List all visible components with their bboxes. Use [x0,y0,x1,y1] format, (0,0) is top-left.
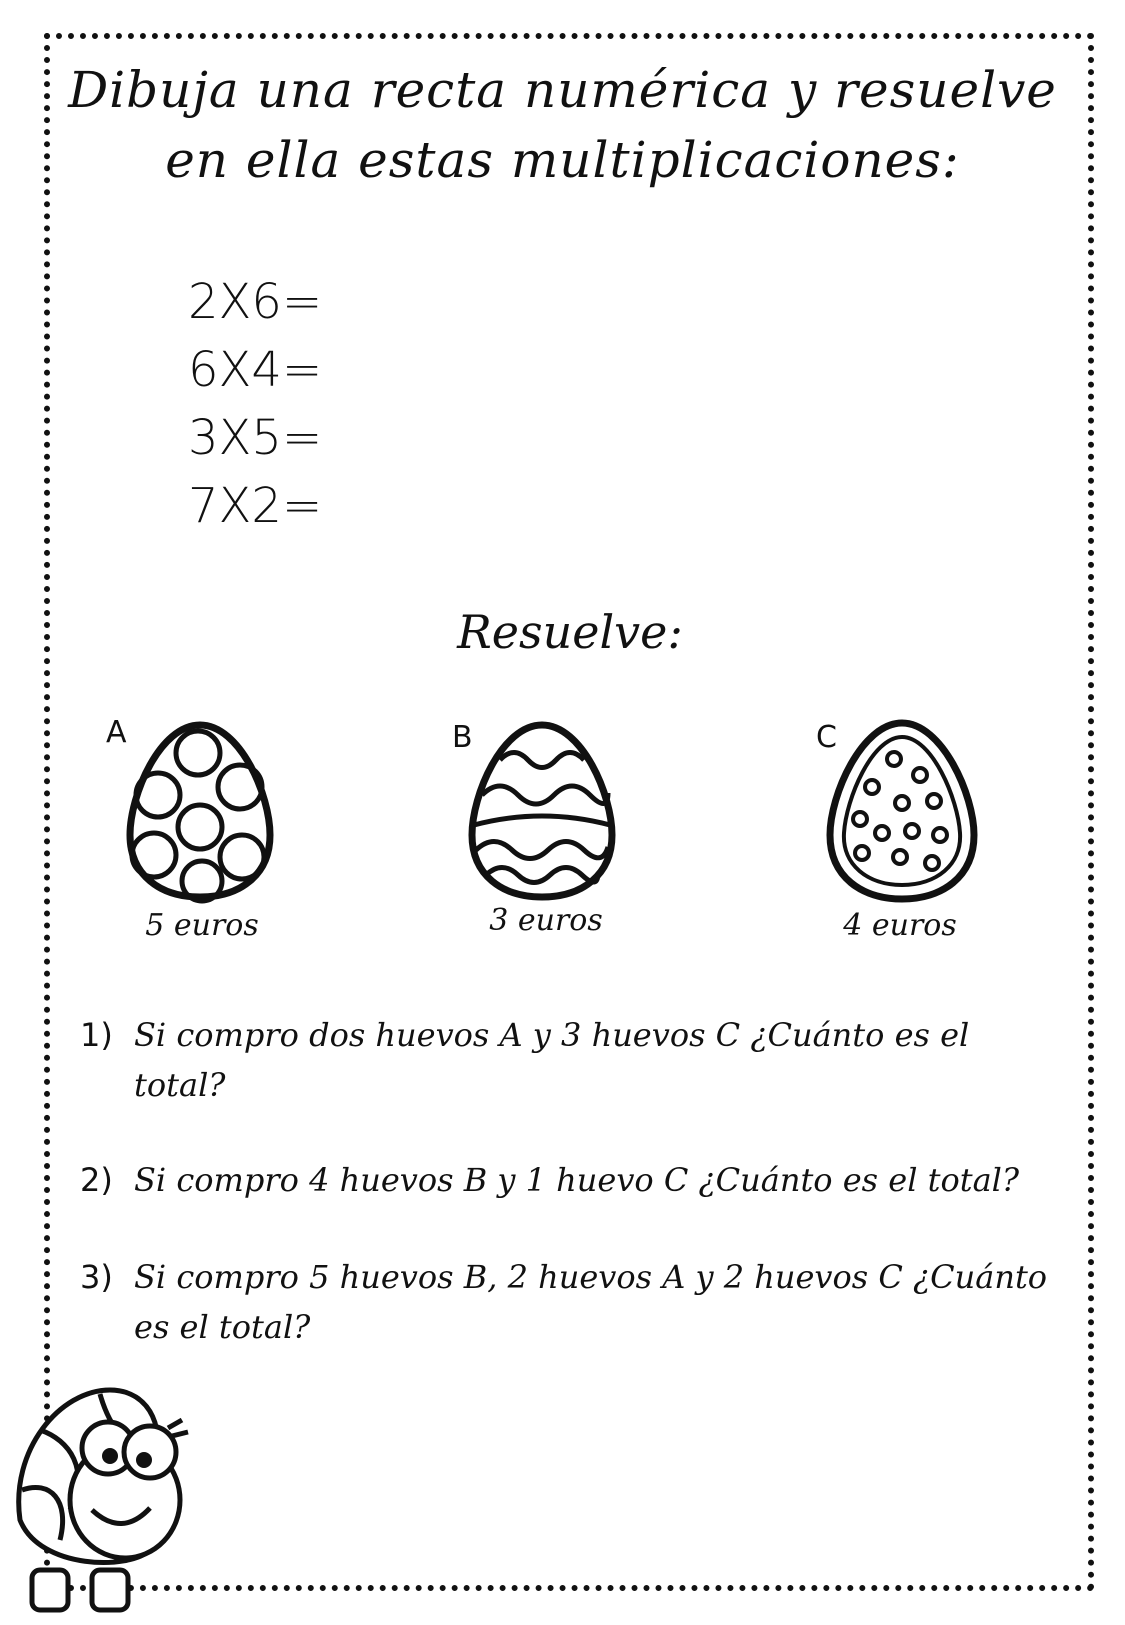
operation-item: 6X4= [188,342,323,398]
egg-b-price: 3 euros [489,903,603,938]
operation-item: 2X6= [188,274,323,330]
title-line-2: en ella estas multiplicaciones: [165,131,960,189]
question-2 [80,1155,1070,1205]
egg-a-label: A [106,715,127,750]
egg-waves-icon [462,715,622,905]
operation-item: 3X5= [188,410,323,466]
question-text: Si compro 5 huevos B, 2 huevos A y 2 huevos C ¿Cuánto es el total? [134,1258,1048,1346]
egg-dots-icon [822,715,982,905]
turtle-icon [0,1370,210,1625]
egg-c-label: C [816,720,837,755]
question-1 [80,1010,1070,1110]
question-number: 3) [80,1258,113,1296]
egg-c-price: 4 euros [843,908,957,943]
egg-b-label: B [452,720,473,755]
question-number: 2) [80,1161,113,1199]
egg-circles-icon [120,715,280,905]
question-text: Si compro 4 huevos B y 1 huevo C ¿Cuánto es el total? [134,1161,1020,1199]
question-3 [80,1252,1070,1352]
operations-list [188,268,322,540]
question-text: Si compro dos huevos A y 3 huevos C ¿Cuánto es el total? [134,1016,970,1104]
subtitle: Resuelve: [457,605,683,659]
operation-item: 7X2= [188,478,323,534]
title-line-1: Dibuja una recta numérica y resuelve [68,61,1057,119]
egg-a-price: 5 euros [145,908,259,943]
question-number: 1) [80,1016,113,1054]
